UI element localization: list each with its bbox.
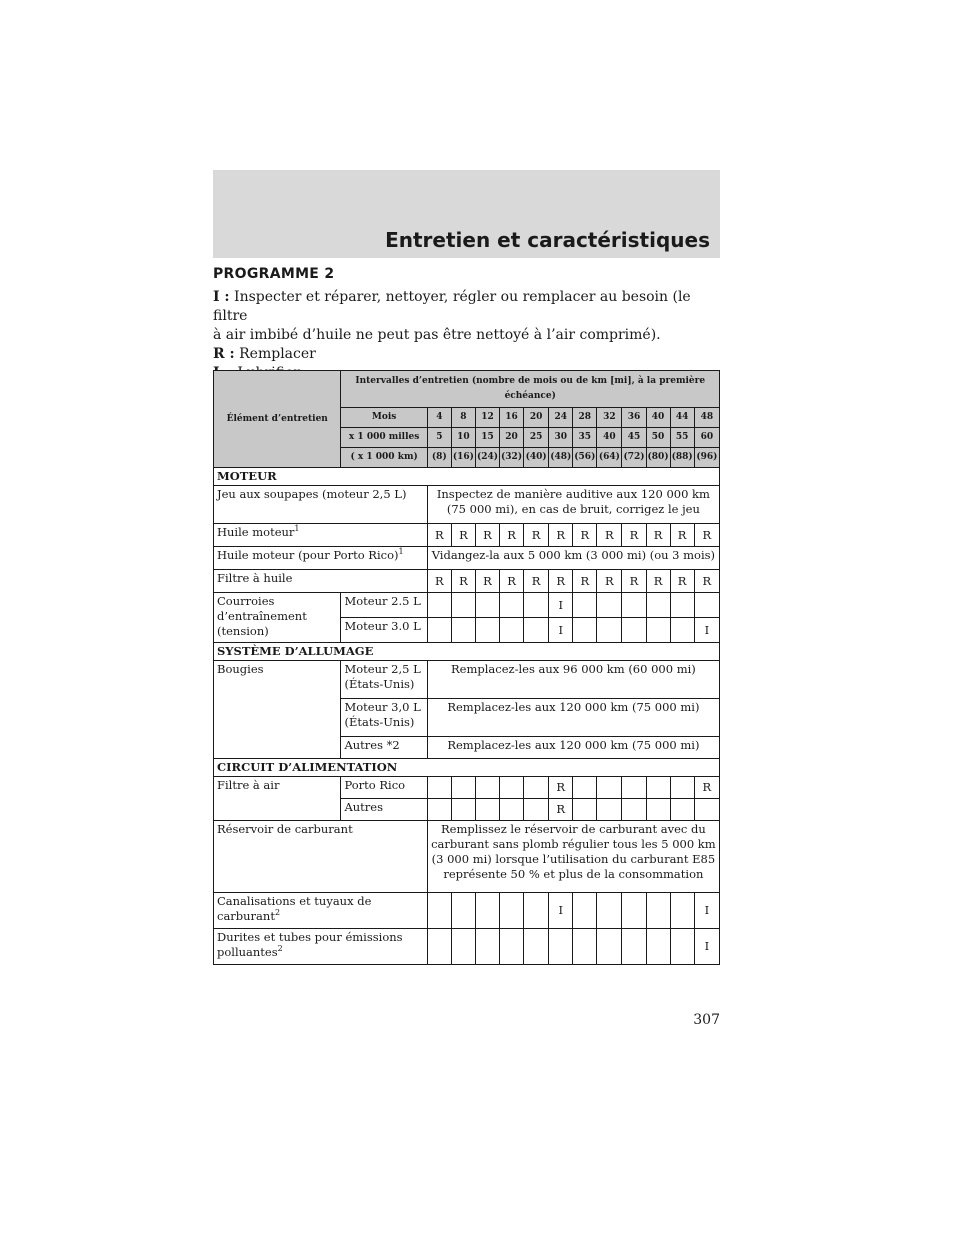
interval-mark-cell xyxy=(500,893,524,929)
interval-mark-cell xyxy=(524,593,549,618)
interval-mark-cell xyxy=(500,777,524,799)
table-row xyxy=(214,799,720,821)
interval-value: (88) xyxy=(670,448,694,468)
interval-mark-cell xyxy=(451,929,475,965)
interval-value: 25 xyxy=(524,428,549,448)
interval-mark-cell xyxy=(670,799,694,821)
item-label: Huile moteur$^1$ xyxy=(214,524,428,547)
legend-line: à air imbibé d’huile ne peut pas être nettoyé à l’air comprimé). xyxy=(213,327,661,343)
item-label: Jeu aux soupapes (moteur 2,5 L) xyxy=(214,486,428,524)
intervals-header: Intervalles d’entretien (nombre de mois ou de km [mi], à la première échéance) xyxy=(341,371,720,408)
interval-mark-cell xyxy=(427,893,451,929)
interval-mark-cell xyxy=(524,799,549,821)
interval-value: 28 xyxy=(573,408,597,428)
page-header-title: Entretien et caractéristiques xyxy=(385,228,710,252)
interval-mark-cell: R xyxy=(694,570,719,593)
header-banner xyxy=(213,170,720,258)
interval-mark-cell xyxy=(451,799,475,821)
interval-mark-cell xyxy=(646,593,670,618)
interval-value: 4 xyxy=(427,408,451,428)
interval-mark-cell xyxy=(427,799,451,821)
interval-value: 20 xyxy=(524,408,549,428)
interval-value: 32 xyxy=(597,408,622,428)
interval-mark-cell: R xyxy=(451,570,475,593)
interval-mark-cell: R xyxy=(573,570,597,593)
table-row xyxy=(214,570,720,593)
interval-mark-cell xyxy=(646,618,670,643)
item-label: Filtre à air xyxy=(214,777,341,799)
interval-mark-cell: R xyxy=(670,524,694,547)
interval-mark-cell xyxy=(646,799,670,821)
interval-mark-cell: R xyxy=(694,777,719,799)
interval-value: (80) xyxy=(646,448,670,468)
interval-mark-cell xyxy=(670,929,694,965)
interval-mark-cell: R xyxy=(427,570,451,593)
item-label: Canalisations et tuyaux de carburant$^2$ xyxy=(214,893,428,929)
page-number: 307 xyxy=(693,1012,720,1028)
program-legend xyxy=(213,266,720,383)
interval-unit-label: x 1 000 milles xyxy=(341,428,427,448)
interval-mark-cell xyxy=(670,777,694,799)
interval-mark-cell: I xyxy=(694,893,719,929)
interval-mark-cell: R xyxy=(500,570,524,593)
interval-mark-cell: R xyxy=(622,570,646,593)
interval-mark-cell xyxy=(597,593,622,618)
item-instruction: Vidangez-la aux 5 000 km (3 000 mi) (ou 3 mois) xyxy=(427,547,719,570)
interval-value: 20 xyxy=(500,428,524,448)
maintenance-schedule-table xyxy=(213,370,720,965)
table-row xyxy=(214,929,720,965)
interval-unit-label: ( x 1 000 km) xyxy=(341,448,427,468)
interval-value: 16 xyxy=(500,408,524,428)
interval-mark-cell: R xyxy=(500,524,524,547)
section-heading: SYSTÈME D’ALLUMAGE xyxy=(214,643,720,661)
interval-value: 40 xyxy=(646,408,670,428)
section-heading: MOTEUR xyxy=(214,468,720,486)
table-row xyxy=(214,737,720,759)
interval-mark-cell xyxy=(622,929,646,965)
interval-mark-cell: R xyxy=(597,570,622,593)
interval-mark-cell xyxy=(597,618,622,643)
item-label: Courroies d’entraînement (tension) xyxy=(214,593,341,643)
interval-mark-cell: R xyxy=(549,777,573,799)
interval-mark-cell: R xyxy=(451,524,475,547)
corner-header: Élément d’entretien xyxy=(214,371,341,468)
interval-mark-cell: R xyxy=(524,524,549,547)
header-row xyxy=(214,371,720,408)
item-instruction: Remplacez-les aux 96 000 km (60 000 mi) xyxy=(427,661,719,699)
item-label: Réservoir de carburant xyxy=(214,821,428,893)
interval-value: (56) xyxy=(573,448,597,468)
interval-mark-cell xyxy=(622,777,646,799)
interval-mark-cell xyxy=(573,593,597,618)
interval-mark-cell xyxy=(573,618,597,643)
program-title: PROGRAMME 2 xyxy=(213,266,335,282)
interval-value: (72) xyxy=(622,448,646,468)
item-label: Durites et tubes pour émissions polluantes$^2$ xyxy=(214,929,428,965)
interval-mark-cell xyxy=(427,777,451,799)
table-row xyxy=(214,524,720,547)
interval-mark-cell xyxy=(524,893,549,929)
legend-line: R : Remplacer xyxy=(213,346,316,362)
interval-value: 10 xyxy=(451,428,475,448)
interval-mark-cell xyxy=(451,618,475,643)
interval-mark-cell xyxy=(500,799,524,821)
interval-value: (32) xyxy=(500,448,524,468)
interval-mark-cell xyxy=(573,799,597,821)
interval-mark-cell xyxy=(524,618,549,643)
interval-value: 45 xyxy=(622,428,646,448)
interval-mark-cell: R xyxy=(427,524,451,547)
item-label xyxy=(214,799,341,821)
item-label: Huile moteur (pour Porto Rico)$^1$ xyxy=(214,547,428,570)
interval-value: 36 xyxy=(622,408,646,428)
interval-mark-cell xyxy=(597,799,622,821)
interval-mark-cell: R xyxy=(646,570,670,593)
interval-mark-cell xyxy=(597,893,622,929)
interval-mark-cell xyxy=(475,593,499,618)
variant-label: Autres xyxy=(341,799,427,821)
interval-mark-cell xyxy=(524,777,549,799)
interval-mark-cell xyxy=(500,929,524,965)
interval-mark-cell xyxy=(475,893,499,929)
interval-mark-cell xyxy=(475,777,499,799)
interval-mark-cell xyxy=(646,777,670,799)
interval-value: 24 xyxy=(549,408,573,428)
interval-value: (40) xyxy=(524,448,549,468)
interval-value: 44 xyxy=(670,408,694,428)
interval-mark-cell xyxy=(500,593,524,618)
interval-mark-cell xyxy=(427,593,451,618)
interval-value: 5 xyxy=(427,428,451,448)
interval-mark-cell: I xyxy=(549,893,573,929)
interval-mark-cell: R xyxy=(475,524,499,547)
interval-mark-cell: R xyxy=(646,524,670,547)
engine-label: Moteur 3.0 L xyxy=(341,618,427,643)
interval-mark-cell xyxy=(622,618,646,643)
interval-mark-cell xyxy=(549,929,573,965)
interval-mark-cell xyxy=(451,593,475,618)
interval-value: (24) xyxy=(475,448,499,468)
interval-mark-cell: I xyxy=(694,618,719,643)
interval-value: 60 xyxy=(694,428,719,448)
engine-label: Moteur 3,0 L (États-Unis) xyxy=(341,699,427,737)
table-row xyxy=(214,893,720,929)
interval-mark-cell xyxy=(524,929,549,965)
interval-mark-cell xyxy=(475,618,499,643)
interval-unit-label: Mois xyxy=(341,408,427,428)
interval-value: (64) xyxy=(597,448,622,468)
interval-value: 50 xyxy=(646,428,670,448)
interval-mark-cell: R xyxy=(597,524,622,547)
interval-value: (48) xyxy=(549,448,573,468)
item-label xyxy=(214,737,341,759)
interval-mark-cell: I xyxy=(549,593,573,618)
interval-mark-cell xyxy=(500,618,524,643)
interval-mark-cell xyxy=(573,777,597,799)
variant-label: Porto Rico xyxy=(341,777,427,799)
interval-value: (96) xyxy=(694,448,719,468)
interval-mark-cell: I xyxy=(694,929,719,965)
item-label: Filtre à huile xyxy=(214,570,428,593)
interval-mark-cell xyxy=(427,618,451,643)
table-row xyxy=(214,661,720,699)
interval-mark-cell: I xyxy=(549,618,573,643)
item-instruction: Remplacez-les aux 120 000 km (75 000 mi) xyxy=(427,699,719,737)
interval-mark-cell: R xyxy=(524,570,549,593)
interval-value: (16) xyxy=(451,448,475,468)
interval-mark-cell xyxy=(597,777,622,799)
interval-mark-cell xyxy=(622,799,646,821)
interval-mark-cell: R xyxy=(694,524,719,547)
table-row xyxy=(214,699,720,737)
item-label xyxy=(214,699,341,737)
table-row xyxy=(214,486,720,524)
legend-line: I : Inspecter et réparer, nettoyer, régler ou remplacer au besoin (le filtre xyxy=(213,289,691,324)
interval-value: (8) xyxy=(427,448,451,468)
item-instruction: Inspectez de manière auditive aux 120 000 km (75 000 mi), en cas de bruit, corrigez le jeu xyxy=(427,486,719,524)
interval-mark-cell xyxy=(622,593,646,618)
section-row xyxy=(214,759,720,777)
engine-label: Autres *2 xyxy=(341,737,427,759)
interval-value: 12 xyxy=(475,408,499,428)
item-label: Bougies xyxy=(214,661,341,699)
engine-label: Moteur 2.5 L xyxy=(341,593,427,618)
interval-mark-cell xyxy=(427,929,451,965)
interval-mark-cell xyxy=(670,893,694,929)
interval-mark-cell xyxy=(475,799,499,821)
interval-mark-cell xyxy=(694,799,719,821)
interval-mark-cell xyxy=(694,593,719,618)
table-row xyxy=(214,777,720,799)
table-row xyxy=(214,593,720,618)
item-instruction: Remplissez le réservoir de carburant avec du carburant sans plomb régulier tous les 5 000 km (3 000 mi) lorsque l’utilisation du carburant E85 représente 50 % et plus de la consommation xyxy=(427,821,719,893)
interval-mark-cell xyxy=(451,777,475,799)
interval-value: 48 xyxy=(694,408,719,428)
interval-mark-cell: R xyxy=(670,570,694,593)
table-row xyxy=(214,821,720,893)
interval-mark-cell xyxy=(670,618,694,643)
interval-mark-cell xyxy=(451,893,475,929)
interval-mark-cell xyxy=(573,893,597,929)
interval-value: 55 xyxy=(670,428,694,448)
interval-value: 35 xyxy=(573,428,597,448)
interval-mark-cell xyxy=(622,893,646,929)
section-row xyxy=(214,643,720,661)
interval-value: 40 xyxy=(597,428,622,448)
interval-value: 8 xyxy=(451,408,475,428)
section-row xyxy=(214,468,720,486)
interval-value: 30 xyxy=(549,428,573,448)
interval-mark-cell xyxy=(475,929,499,965)
interval-mark-cell: R xyxy=(622,524,646,547)
interval-value: 15 xyxy=(475,428,499,448)
item-instruction: Remplacez-les aux 120 000 km (75 000 mi) xyxy=(427,737,719,759)
interval-mark-cell xyxy=(646,893,670,929)
interval-mark-cell xyxy=(646,929,670,965)
interval-mark-cell: R xyxy=(549,799,573,821)
engine-label: Moteur 2,5 L (États-Unis) xyxy=(341,661,427,699)
interval-mark-cell xyxy=(573,929,597,965)
interval-mark-cell: R xyxy=(549,570,573,593)
interval-mark-cell: R xyxy=(573,524,597,547)
interval-mark-cell xyxy=(670,593,694,618)
section-heading: CIRCUIT D’ALIMENTATION xyxy=(214,759,720,777)
interval-mark-cell: R xyxy=(475,570,499,593)
table-row xyxy=(214,547,720,570)
interval-mark-cell: R xyxy=(549,524,573,547)
interval-mark-cell xyxy=(597,929,622,965)
